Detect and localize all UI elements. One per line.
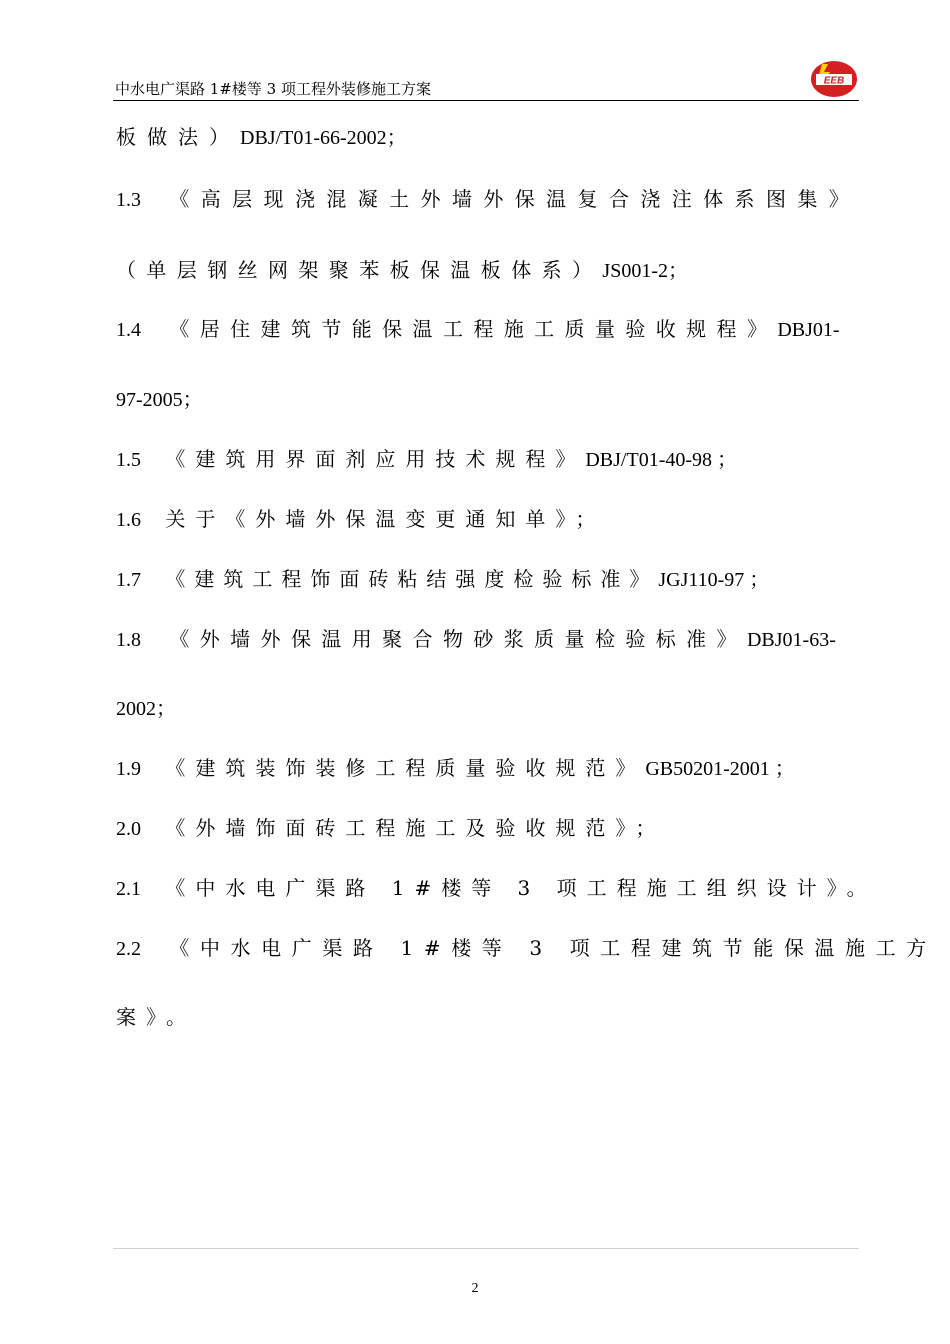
line-3-text: （单层钢丝网架聚苯板保温板体系） — [116, 258, 603, 282]
line-6-number: 1.5 — [116, 449, 141, 471]
line-1-code: DBJ/T01-66-2002； — [240, 127, 407, 149]
line-6 — [116, 442, 737, 477]
line-12-text: 《外墙饰面砖工程施工及验收规范》； — [165, 816, 666, 840]
line-15 — [116, 1000, 196, 1034]
line-11-code: GB50201-2001 ； — [645, 758, 795, 780]
header-title: 中水电广渠路 1#楼等 3 项工程外装修施工方案 — [115, 80, 431, 98]
line-14 — [116, 931, 937, 966]
line-5 — [116, 382, 203, 417]
line-4-number: 1.4 — [116, 319, 141, 341]
line-13 — [116, 871, 877, 906]
line-11 — [116, 751, 795, 786]
line-8-number: 1.7 — [116, 569, 141, 591]
line-6-code: DBJ/T01-40-98 ； — [585, 449, 738, 471]
line-1 — [116, 120, 407, 155]
line-3-code: JS001-2； — [602, 260, 688, 282]
line-1-text: 板做法） — [116, 125, 240, 149]
eeb-logo-icon — [810, 60, 858, 98]
header-rule — [113, 100, 859, 101]
line-14-number: 2.2 — [116, 938, 141, 960]
line-7 — [116, 502, 605, 537]
line-12 — [116, 811, 665, 846]
line-11-text: 《建筑装饰装修工程质量验收规范》 — [165, 756, 646, 780]
line-8-code: JGJ110-97 ； — [658, 569, 770, 591]
line-13-text: 《中水电广渠路 1#楼等 3 项工程施工组织设计》。 — [165, 876, 877, 900]
line-10-code: 2002； — [116, 698, 176, 720]
line-9-text: 《外墙外保温用聚合物砂浆质量检验标准》 — [169, 627, 747, 651]
line-3 — [116, 253, 688, 288]
line-11-number: 1.9 — [116, 758, 141, 780]
line-5-code: 97-2005； — [116, 389, 203, 411]
line-4-text: 《居住建筑节能保温工程施工质量验收规程》 — [169, 317, 778, 341]
line-8 — [116, 562, 769, 597]
line-4 — [116, 312, 840, 347]
page-header — [113, 60, 859, 102]
line-14-text: 《中水电广渠路 1#楼等 3 项工程建筑节能保温施工方 — [169, 936, 937, 960]
line-9-code: DBJ01-63- — [746, 629, 836, 651]
line-2-number: 1.3 — [116, 189, 141, 211]
line-12-number: 2.0 — [116, 818, 141, 840]
line-9-number: 1.8 — [116, 629, 141, 651]
line-4-code: DBJ01- — [777, 319, 840, 341]
line-6-text: 《建筑用界面剂应用技术规程》 — [165, 447, 586, 471]
line-2 — [116, 182, 860, 217]
line-13-number: 2.1 — [116, 878, 141, 900]
logo-text: EEB — [823, 75, 845, 87]
line-7-text: 关于《外墙外保温变更通知单》； — [165, 507, 606, 531]
page-number: 2 — [471, 1281, 479, 1296]
line-8-text: 《建筑工程饰面砖粘结强度检验标准》 — [165, 567, 659, 591]
line-9 — [116, 622, 836, 657]
line-15-text: 案》。 — [116, 1005, 196, 1029]
footer-rule — [113, 1248, 859, 1249]
line-7-number: 1.6 — [116, 509, 141, 531]
line-10 — [116, 691, 176, 726]
line-2-text: 《高层现浇混凝土外墙外保温复合浇注体系图集》 — [169, 187, 861, 211]
